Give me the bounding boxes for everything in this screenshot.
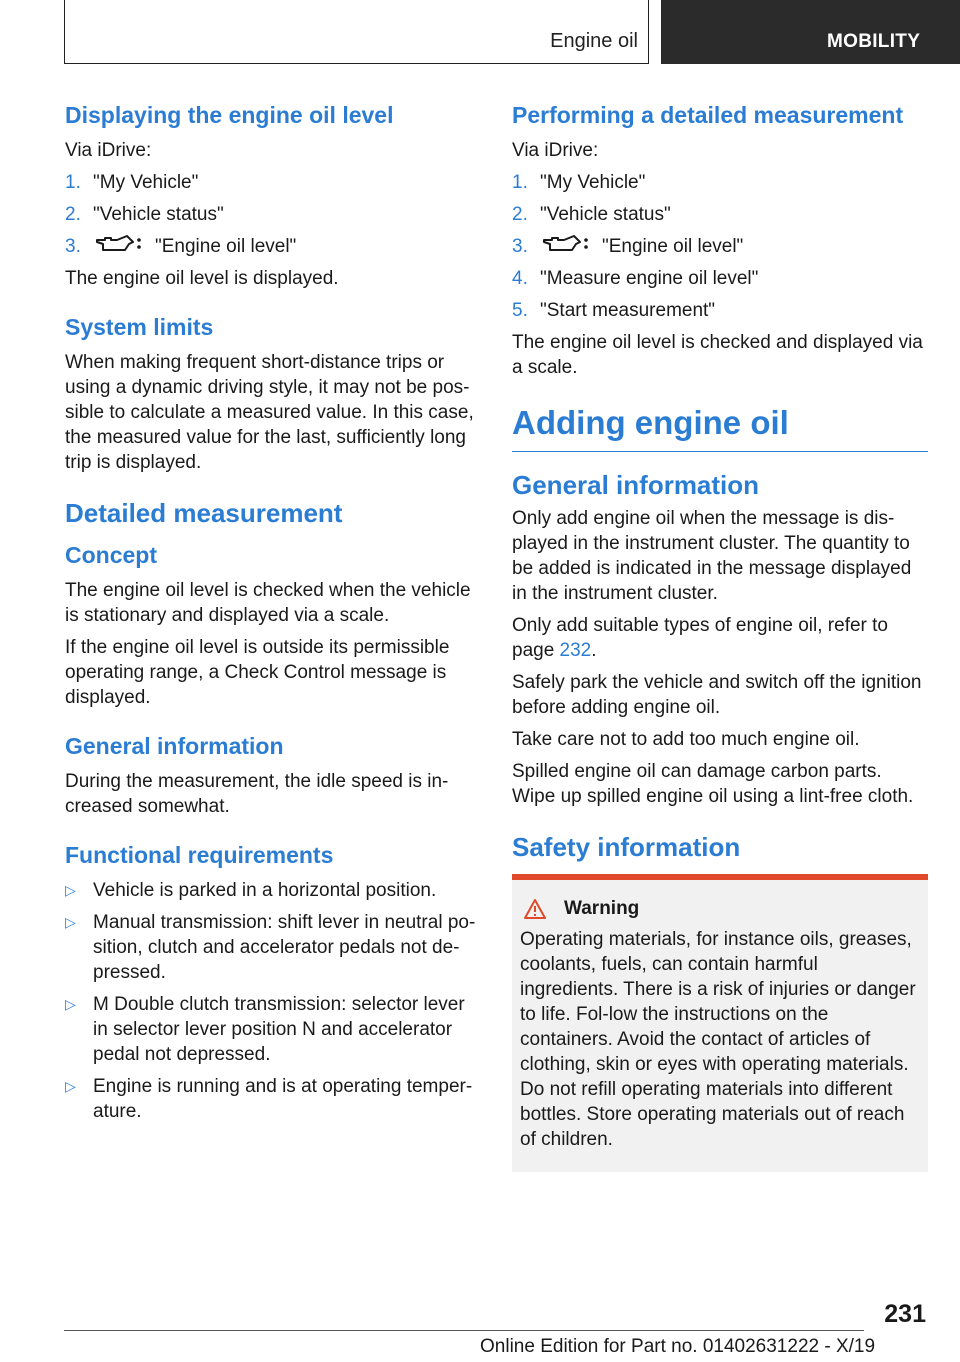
page-number: 231	[884, 1300, 926, 1328]
concept-text-2: If the engine oil level is outside its permissible operating range, a Check Control message is displayed.	[65, 637, 450, 708]
list-item: 1. "My Vehicle"	[512, 172, 646, 193]
list-item: 3. "Engine oil level"	[512, 236, 744, 257]
adding-text-3: Safely park the vehicle and switch off the ignition before adding engine oil.	[512, 672, 922, 718]
adding-text-4: Take care not to add too much engine oil.	[512, 729, 860, 750]
system-limits-heading: System limits	[65, 314, 214, 340]
page-reference-link[interactable]: 232	[559, 640, 592, 661]
adding-engine-oil-heading: Adding engine oil	[512, 401, 928, 452]
displaying-heading: Displaying the engine oil level	[65, 102, 394, 128]
general-info-text: During the measurement, the idle speed is in-creased somewhat.	[65, 771, 449, 817]
detailed-measurement-heading: Detailed measurement	[65, 498, 343, 528]
list-item: 4. "Measure engine oil level"	[512, 268, 759, 289]
functional-requirements-list	[65, 878, 477, 1124]
adding-text-5: Spilled engine oil can damage carbon parts. Wipe up spilled engine oil using a lint-free cloth.	[512, 761, 914, 807]
list-item: ▷ M Double clutch transmission: selector lever in selector lever position N and accelerator pedal not depressed.	[65, 994, 465, 1065]
warning-text: Operating materials, for instance oils, greases, coolants, fuels, can contain harmful ingredients. There is a risk of injuries or danger to life. Fol-low the instructions on the containers. Avoid the contact of articles of clothing, skin or eyes with operating materials. Do not refill operating materials into different bottles. Store operating materials out of reach of children.	[520, 929, 916, 1150]
warning-box	[512, 874, 928, 1172]
general-info-heading: General information	[65, 733, 284, 759]
concept-text-1: The engine oil level is checked when the vehicle is stationary and displayed via a scale.	[65, 580, 471, 626]
displaying-result: The engine oil level is displayed.	[65, 268, 339, 289]
oil-can-icon	[540, 234, 590, 254]
safety-heading: Safety information	[512, 832, 741, 862]
performing-steps	[512, 170, 928, 323]
warning-title: Warning	[520, 896, 920, 921]
footer-edition: Online Edition for Part no. 01402631222 - X/19	[480, 1336, 876, 1357]
functional-requirements-heading: Functional requirements	[65, 842, 334, 868]
triangle-bullet-icon: ▷	[65, 914, 76, 930]
triangle-bullet-icon: ▷	[65, 1078, 76, 1094]
adding-text-2: Only add suitable types of engine oil, refer to page 232.	[512, 615, 889, 661]
list-item: 1. "My Vehicle"	[65, 172, 199, 193]
warning-triangle-icon	[524, 899, 546, 919]
right-column	[512, 100, 928, 1172]
list-item: 2. "Vehicle status"	[512, 204, 671, 225]
adding-general-heading: General information	[512, 470, 760, 500]
concept-heading: Concept	[65, 542, 157, 568]
triangle-bullet-icon: ▷	[65, 996, 76, 1012]
header-section-title: Engine oil	[550, 30, 638, 52]
list-item: 2. "Vehicle status"	[65, 204, 224, 225]
list-item: ▷ Manual transmission: shift lever in neutral po-sition, clutch and accelerator pedals not de-pressed.	[65, 912, 476, 983]
adding-text-1: Only add engine oil when the message is dis-played in the instrument cluster. The quantity to be added is indicated in the message displayed in the instrument cluster.	[512, 508, 912, 604]
displaying-via: Via iDrive:	[65, 140, 152, 161]
left-column	[65, 100, 477, 1131]
list-item: ▷ Engine is running and is at operating temper-ature.	[65, 1076, 473, 1122]
performing-result: The engine oil level is checked and displayed via a scale.	[512, 332, 923, 378]
triangle-bullet-icon: ▷	[65, 882, 76, 898]
performing-heading: Performing a detailed measurement	[512, 102, 904, 128]
list-item: ▷ Vehicle is parked in a horizontal position.	[65, 880, 437, 901]
performing-via: Via iDrive:	[512, 140, 599, 161]
header-chapter-tab: MOBILITY	[661, 0, 960, 64]
oil-can-icon	[93, 234, 143, 254]
footer-divider	[64, 1330, 864, 1331]
list-item: 3. "Engine oil level"	[65, 236, 297, 257]
system-limits-text: When making frequent short-distance trips or using a dynamic driving style, it may not be pos-sible to calculate a measured value. In this case, the measured value for the last, sufficiently long trip is displayed.	[65, 352, 474, 473]
list-item: 5. "Start measurement"	[512, 300, 716, 321]
displaying-steps	[65, 170, 477, 259]
